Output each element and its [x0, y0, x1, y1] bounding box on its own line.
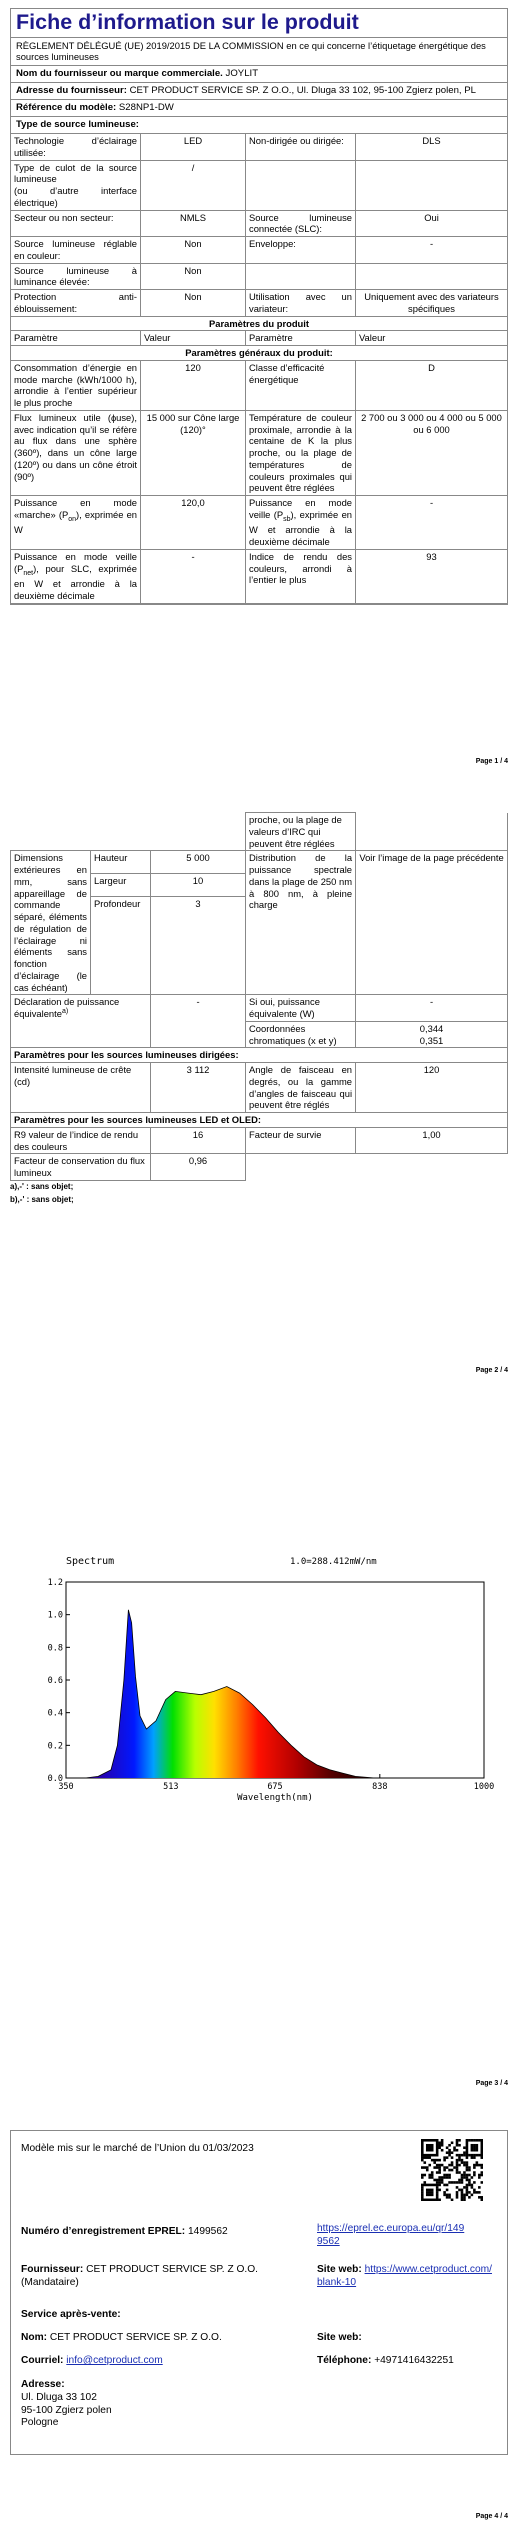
cri-label: Indice de rendu des couleurs, arrondi à l’entier le plus: [246, 549, 356, 603]
type-value-cell: DLS: [356, 134, 508, 161]
address-row: [11, 83, 507, 100]
beam-value: 120: [356, 1063, 508, 1113]
eprel-row: Numéro d’enregistrement EPREL: 1499562: [21, 2226, 228, 2237]
chart-title: Spectrum: [66, 1556, 115, 1567]
lumen-value: 0,96: [151, 1154, 246, 1181]
beam-label: Angle de faisceau en degrés, ou la gamme d’angles de faisceau qui peuvent être réglés: [246, 1063, 356, 1113]
dim-width-value: 10: [151, 874, 246, 897]
page-number: Page 1 / 4: [475, 758, 508, 765]
spectrum-chart: [0, 1550, 518, 1850]
dim-width-label: Largeur: [91, 874, 151, 897]
dim-depth-value: 3: [151, 897, 246, 995]
supplier-value: JOYLIT: [225, 68, 259, 80]
pon-value: 120,0: [141, 496, 246, 550]
supplier-row: [11, 66, 507, 83]
y-tick-label: 0.6: [47, 1676, 63, 1686]
address-line: Pologne: [21, 2417, 59, 2429]
spectral-value: Voir l’image de la page précédente: [356, 851, 508, 995]
equiv-w-value: -: [356, 995, 508, 1022]
energy-label: Consommation d’énergie en mode marche (kWh/1000 h), arrondie à l’entier supérieur le plus proche: [11, 360, 141, 410]
page-1: [0, 0, 518, 780]
chroma-value: 0,344 0,351: [356, 1021, 508, 1048]
type-value-cell: NMLS: [141, 210, 246, 237]
eprel-link[interactable]: https://eprel.ec.europa.eu/qr/1499562: [317, 2223, 465, 2247]
cri-value: 93: [356, 549, 508, 603]
website-link[interactable]: https://www.cetproduct.com/blank-10: [317, 2264, 492, 2288]
page-number: Page 3 / 4: [475, 2080, 508, 2087]
eprel-number: 1499562: [188, 2226, 228, 2237]
cri-continued: proche, ou la plage de valeurs d’IRC qui peuvent être réglées: [246, 813, 356, 851]
regulation-text: RÈGLEMENT DÉLÉGUÉ (UE) 2019/2015 DE LA COMMISSION en ce qui concerne l’étiquetage énergétique des sources lumineuses: [11, 38, 507, 67]
type-value-cell: Non: [141, 263, 246, 290]
type-label-cell: Protection anti-éblouissement:: [11, 290, 141, 317]
footnote-a: a),-' : sans objet;: [10, 1181, 74, 1191]
params-table: [10, 316, 508, 604]
col-value-2: Valeur: [356, 331, 508, 346]
x-axis-label: Wavelength(nm): [237, 1793, 313, 1803]
type-label-cell: Type de culot de la source lumineuse (ou d’autre interface électrique): [11, 160, 141, 210]
service-website-label: Site web:: [317, 2332, 362, 2343]
flux-label: Flux lumineux utile (ɸuse), avec indication qu’il se réfère au flux dans une sphère (360º), dans un cône large (120º) ou dans un cône étroit (90º): [11, 410, 141, 495]
x-tick-label: 513: [163, 1782, 179, 1792]
type-label-cell: [246, 263, 356, 290]
y-tick-label: 1.2: [47, 1578, 63, 1588]
type-table-row: [11, 210, 508, 237]
equiv-value: -: [151, 995, 246, 1048]
page-number: Page 2 / 4: [475, 1367, 508, 1374]
efficiency-value: D: [356, 360, 508, 410]
page-3: [0, 1500, 518, 2085]
chart-annotation: 1.0=288.412mW/nm: [290, 1557, 377, 1567]
x-tick-label: 1000: [473, 1782, 495, 1792]
type-header: Type de source lumineuse:: [11, 117, 507, 134]
efficiency-label: Classe d’efficacité énergétique: [246, 360, 356, 410]
type-value-cell: Non: [141, 290, 246, 317]
type-label-cell: Non-dirigée ou dirigée:: [246, 134, 356, 161]
col-value-1: Valeur: [141, 331, 246, 346]
psb-label: Puissance en mode veille $(P_{sb})$, exprimée en W et arrondie à la deuxième décimale: [246, 496, 356, 550]
type-value-cell: -: [356, 237, 508, 264]
website-row: Site web: https://www.cetproduct.com/blank-10: [317, 2264, 492, 2288]
type-table-row: [11, 263, 508, 290]
phone-row: Téléphone: +4971416432251: [317, 2355, 454, 2366]
type-table-row: [11, 160, 508, 210]
type-value-cell: Uniquement avec des variateurs spécifiques: [356, 290, 508, 317]
directed-section-title: Paramètres pour les sources lumineuses dirigées:: [11, 1048, 508, 1063]
lumen-label: Facteur de conservation du flux lumineux: [11, 1154, 151, 1181]
cct-value: 2 700 ou 3 000 ou 4 000 ou 5 000 ou 6 000: [356, 410, 508, 495]
type-table: [10, 133, 508, 317]
page-title: Fiche d’information sur le produit: [11, 9, 507, 38]
equiv-w-label: Si oui, puissance équivalente (W): [246, 995, 356, 1022]
type-label-cell: [246, 160, 356, 210]
model-row: [11, 100, 507, 117]
page-2: [0, 780, 518, 1500]
y-tick-label: 0.0: [47, 1774, 63, 1784]
survival-value: 1,00: [356, 1127, 508, 1154]
type-label-cell: Secteur ou non secteur:: [11, 210, 141, 237]
peak-value: 3 112: [151, 1063, 246, 1113]
pnet-label: Puissance en mode veille $(P_{net})$, pour SLC, exprimée en W et arrondie à la deuxième décimale: [11, 549, 141, 603]
email-row: Courriel: info@cetproduct.com: [21, 2355, 163, 2366]
model-value: S28NP1-DW: [118, 102, 174, 114]
energy-value: 120: [141, 360, 246, 410]
y-axis: [48, 1578, 70, 1784]
type-label-cell: Technologie d’éclairage utilisée:: [11, 134, 141, 161]
y-tick-label: 0.8: [47, 1643, 63, 1654]
address-line: Ul. Dluga 33 102: [21, 2391, 97, 2403]
footnote-b: b),-' : sans objet;: [10, 1194, 74, 1204]
pon-label: Puissance en mode «marche» $(P_{on})$, exprimée en W: [11, 496, 141, 550]
supplier-name: CET PRODUCT SERVICE SP. Z O.O. (Mandataire): [21, 2264, 259, 2288]
general-section-title: Paramètres généraux du produit:: [11, 346, 508, 361]
r9-label: R9 valeur de l’indice de rendu des couleurs: [11, 1127, 151, 1154]
address-value: CET PRODUCT SERVICE SP. Z O.O., Ul. Dluga 33 102, 95-100 Zgierz polen, PL: [129, 85, 476, 97]
supplier-row: Fournisseur: CET PRODUCT SERVICE SP. Z O.O. (Mandataire): [21, 2264, 259, 2288]
type-value-cell: LED: [141, 134, 246, 161]
info-sheet: [10, 8, 508, 605]
params-table-continued: [10, 812, 508, 1181]
x-tick-label: 838: [372, 1782, 388, 1792]
cct-label: Température de couleur proximale, arrondie à la centaine de K la plus proche, ou la plage de températures de couleurs proximales qui peuvent être réglées: [246, 410, 356, 495]
spectral-label: Distribution de la puissance spectrale dans la plage de 250 nm à 800 nm, à pleine charge: [246, 851, 356, 995]
equiv-label: Déclaration de puissance équivalente$^{a)}$: [11, 995, 151, 1048]
params-continued: [10, 812, 508, 1206]
address-label: Adresse du fournisseur:: [16, 85, 127, 97]
psb-value: -: [356, 496, 508, 550]
x-tick-label: 350: [58, 1782, 74, 1792]
x-tick-label: 675: [267, 1782, 283, 1792]
footnotes: [10, 1181, 508, 1207]
type-value-cell: Non: [141, 237, 246, 264]
y-tick-label: 1.0: [47, 1610, 63, 1621]
survival-label: Facteur de survie: [246, 1127, 356, 1154]
type-value-cell: [356, 263, 508, 290]
flux-value: 15 000 sur Cône large (120)°: [141, 410, 246, 495]
email-link[interactable]: info@cetproduct.com: [66, 2355, 163, 2366]
type-label-cell: Utilisation avec un variateur:: [246, 290, 356, 317]
type-label-cell: Enveloppe:: [246, 237, 356, 264]
pnet-value: -: [141, 549, 246, 603]
type-value-cell: [356, 160, 508, 210]
y-tick-label: 0.4: [47, 1708, 63, 1719]
type-value-cell: Oui: [356, 210, 508, 237]
supplier-label: Nom du fournisseur ou marque commerciale.: [16, 68, 223, 80]
r9-value: 16: [151, 1127, 246, 1154]
dim-depth-label: Profondeur: [91, 897, 151, 995]
dims-label: Dimensions extérieures en mm, sans appareillage de commande séparé, éléments de régulation de l’éclairage ni éléments sans fonction d’éclairage (le cas échéant): [11, 851, 91, 995]
y-tick-label: 0.2: [47, 1741, 63, 1752]
contact-box: [10, 2130, 508, 2455]
dim-height-value: 5 000: [151, 851, 246, 874]
type-table-row: [11, 134, 508, 161]
type-label-cell: Source lumineuse réglable en couleur:: [11, 237, 141, 264]
spectrum-area: [66, 1610, 375, 1778]
placed-on-market: Modèle mis sur le marché de l’Union du 01/03/2023: [21, 2143, 254, 2154]
peak-label: Intensité lumineuse de crête (cd): [11, 1063, 151, 1113]
params-section-title: Paramètres du produit: [11, 316, 508, 331]
model-label: Référence du modèle:: [16, 102, 117, 114]
qr-code-icon: [421, 2139, 483, 2201]
chroma-label: Coordonnées chromatiques (x et y): [246, 1021, 356, 1048]
service-name-row: Nom: CET PRODUCT SERVICE SP. Z O.O.: [21, 2332, 222, 2343]
address-block: Adresse: Ul. Dluga 33 102 95-100 Zgierz polen Pologne: [21, 2379, 112, 2429]
col-param-1: Paramètre: [11, 331, 141, 346]
page-4: [0, 2085, 518, 2534]
col-param-2: Paramètre: [246, 331, 356, 346]
led-section-title: Paramètres pour les sources lumineuses LED et OLED:: [11, 1113, 508, 1128]
address-line: 95-100 Zgierz polen: [21, 2404, 112, 2416]
type-value-cell: /: [141, 160, 246, 210]
dim-height-label: Hauteur: [91, 851, 151, 874]
type-table-row: [11, 237, 508, 264]
type-label-cell: Source lumineuse connectée (SLC):: [246, 210, 356, 237]
type-table-row: [11, 290, 508, 317]
after-sales-title: Service après-vente:: [21, 2309, 121, 2320]
page-number: Page 4 / 4: [475, 2513, 508, 2520]
type-label-cell: Source lumineuse à luminance élevée:: [11, 263, 141, 290]
